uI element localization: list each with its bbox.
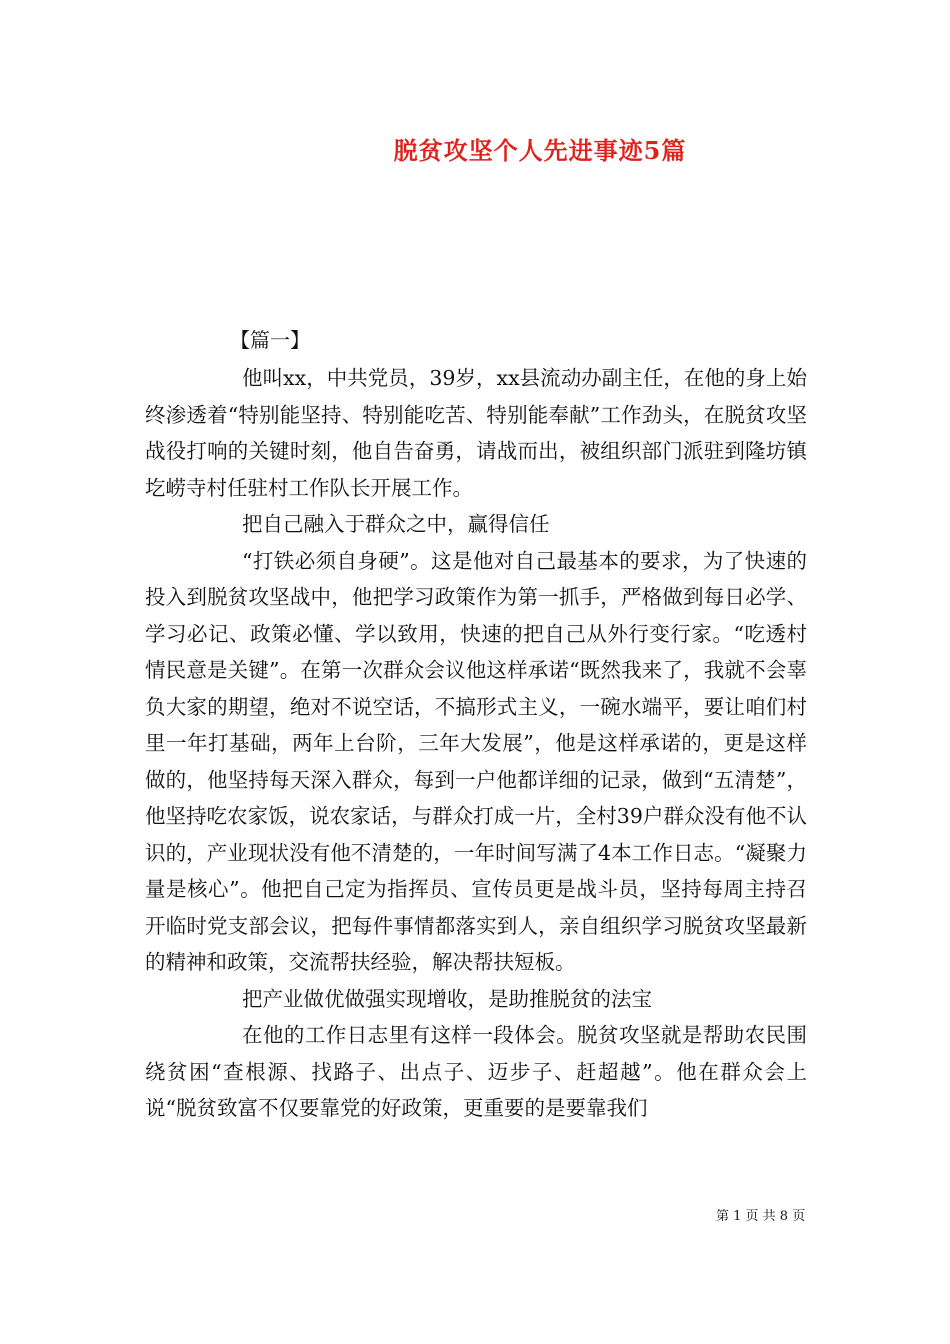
paragraph: “打铁必须自身硬”。这是他对自己最基本的要求，为了快速的投入到脱贫攻坚战中，他把学习政策作为第一抓手，严格做到每日必学、学习必记、政策必懂、学以致用，快速的把自己从外行变行家。“吃透村情民意是关键”。在第一次群众会议他这样承诺“既然我来了，我就不会辜负大家的期望，绝对不说空话，不搞形式主义，一碗水端平，要让咱们村里一年打基础，两年上台阶，三年大发展”，他是这样承诺的，更是这样做的，他坚持每天深入群众，每到一户他都详细的记录，做到“五清楚”，他坚持吃农家饭，说农家话，与群众打成一片，全村39户群众没有他不认识的，产业现状没有他不清楚的，一年时间写满了4本工作日志。“凝聚力量是核心”。他把自己定为指挥员、宣传员更是战斗员，坚持每周主持召开临时党支部会议，把每件事情都落实到人，亲自组织学习脱贫攻坚最新的精神和政策，交流帮扶经验，解决帮扶短板。 bbox=[145, 548, 807, 974]
paragraph: 在他的工作日志里有这样一段体会。脱贫攻坚就是帮助农民围绕贫困“查根源、找路子、出点子、迈步子、赶超越”。他在群众会上说“脱贫致富不仅要靠党的好政策，更重要的是要靠我们 bbox=[145, 1023, 807, 1120]
document-body bbox=[145, 360, 807, 1127]
section-label: 【篇一】 bbox=[230, 328, 310, 352]
page-number-footer: 第 1 页 共 8 页 bbox=[716, 1209, 806, 1224]
subheading: 把自己融入于群众之中，赢得信任 bbox=[242, 512, 550, 536]
document-title: 脱贫攻坚个人先进事迹5篇 bbox=[393, 136, 687, 165]
paragraph: 他叫xx，中共党员，39岁，xx县流动办副主任，在他的身上始终渗透着“特别能坚持、特别能吃苦、特别能奉献”工作劲头，在脱贫攻坚战役打响的关键时刻，他自告奋勇，请战而出，被组织部门派驻到隆坊镇圪崂寺村任驻村工作队长开展工作。 bbox=[145, 366, 807, 500]
subheading: 把产业做优做强实现增收，是助推脱贫的法宝 bbox=[242, 986, 652, 1011]
